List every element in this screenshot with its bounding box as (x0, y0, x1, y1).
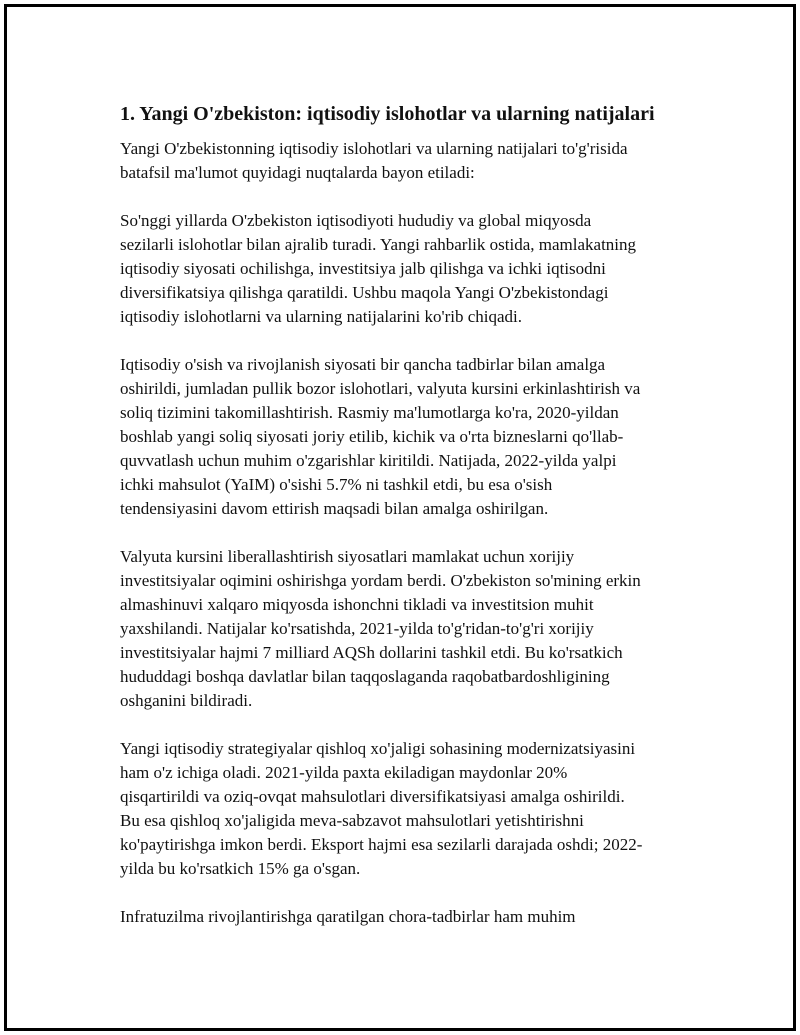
text-line: almashinuvi xalqaro miqyosda ishonchni tikladi va investitsion muhit (120, 595, 594, 614)
text-line: iqtisodiy islohotlarni va ularning natijalarini ko'rib chiqadi. (120, 307, 523, 326)
paragraph-growth (120, 353, 720, 521)
text-line: batafsil ma'lumot quyidagi nuqtalarda bayon etiladi: (120, 163, 475, 182)
text-line: qisqartirildi va oziq-ovqat mahsulotlari diversifikatsiyasi amalga oshirildi. (120, 787, 625, 806)
text-line: So'nggi yillarda O'zbekiston iqtisodiyoti hududiy va global miqyosda (120, 211, 592, 230)
paragraph-overview (120, 209, 720, 329)
paragraph-intro (120, 137, 720, 185)
paragraph-agriculture (120, 737, 720, 881)
text-line: Yangi O'zbekistonning iqtisodiy islohotlari va ularning natijalari to'g'risida (120, 139, 628, 158)
text-line: yaxshilandi. Natijalar ko'rsatishda, 2021-yilda to'g'ridan-to'g'ri xorijiy (120, 619, 594, 638)
page-frame (4, 4, 796, 1031)
text-line: sezilarli islohotlar bilan ajralib turadi. Yangi rahbarlik ostida, mamlakatning (120, 235, 637, 254)
text-line: hududdagi boshqa davlatlar bilan taqqoslaganda raqobatbardoshligining (120, 667, 610, 686)
paragraph-infrastructure (120, 905, 720, 929)
text-line: boshlab yangi soliq siyosati joriy etilib, kichik va o'rta bizneslarni qo'llab- (120, 427, 624, 446)
text-line: Iqtisodiy o'sish va rivojlanish siyosati bir qancha tadbirlar bilan amalga (120, 355, 606, 374)
text-line: iqtisodiy siyosati ochilishga, investitsiya jalb qilishga va ichki iqtisodni (120, 259, 606, 278)
text-line: Infratuzilma rivojlantirishga qaratilgan chora-tadbirlar ham muhim (120, 907, 576, 926)
text-line: investitsiyalar hajmi 7 milliard AQSh dollarini tashkil etdi. Bu ko'rsatkich (120, 643, 623, 662)
text-line: oshirildi, jumladan pullik bozor islohotlari, valyuta kursini erkinlashtirish va (120, 379, 641, 398)
text-line: ham o'z ichiga oladi. 2021-yilda paxta ekiladigan maydonlar 20% (120, 763, 568, 782)
text-line: Yangi iqtisodiy strategiyalar qishloq xo'jaligi sohasining modernizatsiyasini (120, 739, 636, 758)
text-line: diversifikatsiya qilishga qaratildi. Ushbu maqola Yangi O'zbekistondagi (120, 283, 609, 302)
text-line: tendensiyasini davom ettirish maqsadi bilan amalga oshirilgan. (120, 499, 549, 518)
section-heading: 1. Yangi O'zbekiston: iqtisodiy islohotlar va ularning natijalari (120, 103, 655, 125)
text-line: oshganini bildiradi. (120, 691, 253, 710)
text-line: Valyuta kursini liberallashtirish siyosatlari mamlakat uchun xorijiy (120, 547, 575, 566)
text-line: quvvatlash uchun muhim o'zgarishlar kiritildi. Natijada, 2022-yilda yalpi (120, 451, 617, 470)
text-line: investitsiyalar oqimini oshirishga yordam berdi. O'zbekiston so'mining erkin (120, 571, 641, 590)
text-line: soliq tizimini takomillashtirish. Rasmiy ma'lumotlarga ko'ra, 2020-yildan (120, 403, 619, 422)
paragraph-currency (120, 545, 720, 713)
text-line: yilda bu ko'rsatkich 15% ga o'sgan. (120, 859, 361, 878)
text-line: Bu esa qishloq xo'jaligida meva-sabzavot mahsulotlari yetishtirishni (120, 811, 584, 830)
text-line: ko'paytirishga imkon berdi. Eksport hajmi esa sezilarli darajada oshdi; 2022- (120, 835, 643, 854)
text-line: ichki mahsulot (YaIM) o'sishi 5.7% ni tashkil etdi, bu esa o'sish (120, 475, 553, 494)
document-body (120, 99, 720, 953)
